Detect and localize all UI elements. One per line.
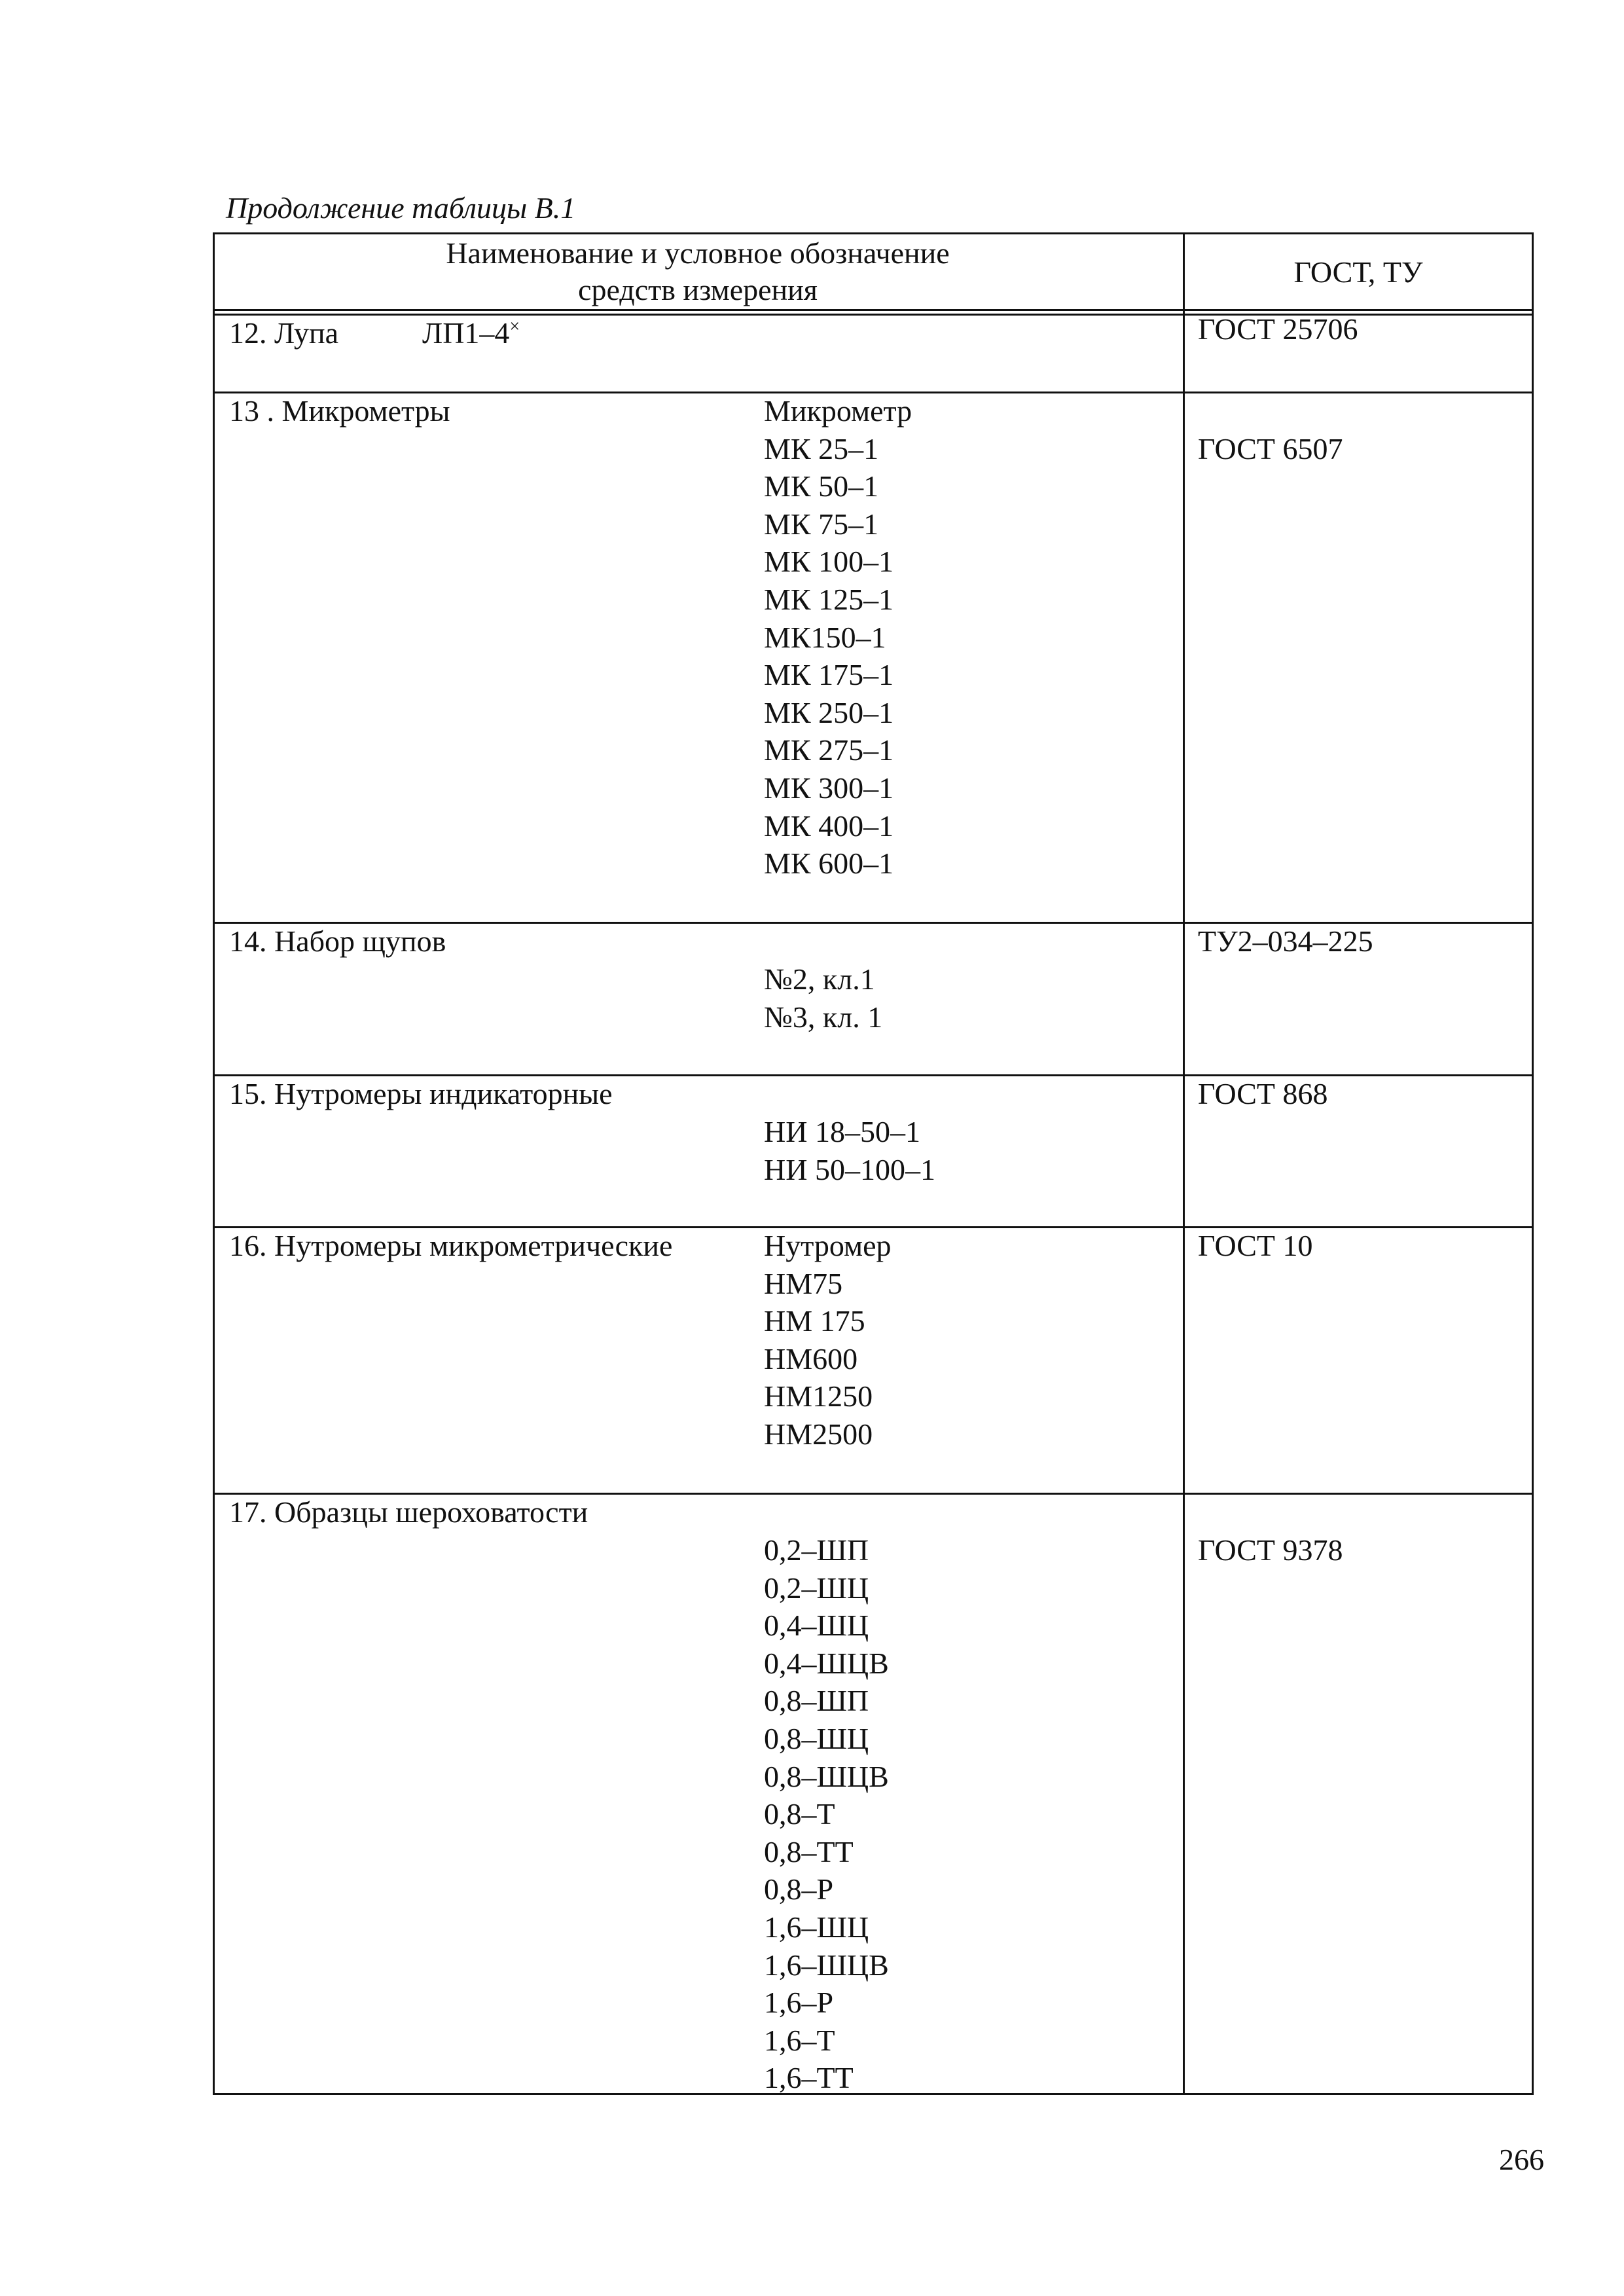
list-item: 1,6–ШЦВ: [764, 1948, 889, 1982]
list-item: №3, кл. 1: [764, 1000, 883, 1034]
list-item: НМ1250: [764, 1379, 873, 1413]
list-item: НИ 18–50–1: [764, 1115, 920, 1148]
row-13-gost: ГОСТ 6507: [1198, 432, 1343, 465]
row-16-items: [764, 1227, 892, 1453]
page-number: 266: [1499, 2143, 1544, 2176]
row-15-gost: ГОСТ 868: [1198, 1077, 1328, 1110]
row-17-name: 17. Образцы шероховатости: [229, 1495, 588, 1529]
list-item: 0,4–ШЦ: [764, 1609, 869, 1643]
list-item: МК 250–1: [764, 695, 894, 729]
list-item: МК 50–1: [764, 469, 879, 503]
list-item: 0,4–ШЦВ: [764, 1646, 889, 1680]
list-item: МК 125–1: [764, 582, 894, 616]
header-name-line1: Наименование и условное обозначение: [446, 236, 950, 270]
row-14-gost: ТУ2–034–225: [1198, 924, 1373, 958]
list-item: МК 275–1: [764, 733, 894, 767]
list-item: Микрометр: [764, 394, 912, 428]
row-16-gost: ГОСТ 10: [1198, 1229, 1313, 1262]
table-border-left: [213, 232, 215, 2095]
column-divider: [1183, 232, 1185, 2095]
header-name-cell: [213, 232, 1183, 311]
list-item: 1,6–ШЦ: [764, 1910, 869, 1944]
superscript-mark: ×: [509, 316, 520, 337]
list-item: МК 75–1: [764, 507, 879, 541]
list-item: МК 175–1: [764, 658, 894, 692]
list-item: Нутромер: [764, 1229, 892, 1262]
list-item: 0,8–Р: [764, 1872, 834, 1906]
list-item: НМ600: [764, 1341, 858, 1376]
list-item: МК 400–1: [764, 809, 894, 843]
list-item: 0,8–ШЦВ: [764, 1759, 889, 1793]
row-15-name: 15. Нутромеры индикаторные: [229, 1077, 613, 1110]
row-13-items: [764, 392, 912, 883]
table-caption: Продолжение таблицы В.1: [226, 191, 576, 225]
list-item: МК 600–1: [764, 847, 894, 881]
list-item: 0,8–ТТ: [764, 1834, 854, 1868]
list-item: №2, кл.1: [764, 962, 875, 996]
list-item: 0,8–Т: [764, 1797, 835, 1831]
list-item: МК150–1: [764, 620, 886, 654]
list-item: 1,6–ТТ: [764, 2061, 854, 2095]
row-16-name: 16. Нутромеры микрометрические: [229, 1229, 673, 1262]
row-17-items: [764, 1531, 889, 2097]
row-15-items: [764, 1113, 935, 1188]
list-item: НМ 175: [764, 1304, 865, 1338]
instruments-table: [213, 232, 1534, 2095]
list-item: 1,6–Т: [764, 2023, 835, 2057]
row-14-items: [764, 960, 882, 1036]
list-item: НМ2500: [764, 1417, 873, 1451]
row-12-gost: ГОСТ 25706: [1198, 312, 1358, 346]
list-item: 0,2–ШП: [764, 1533, 869, 1567]
list-item: 0,8–ШП: [764, 1684, 869, 1718]
table-border-right: [1532, 232, 1534, 2095]
row-12-name: 12. Лупа: [229, 316, 339, 350]
list-item: 1,6–Р: [764, 1986, 834, 2020]
list-item: МК 300–1: [764, 771, 894, 805]
header-gost-cell: ГОСТ, ТУ: [1293, 255, 1423, 289]
list-item: МК 25–1: [764, 431, 879, 465]
list-item: НМ75: [764, 1266, 843, 1300]
list-item: МК 100–1: [764, 545, 894, 579]
header-name-line2: средств измерения: [578, 273, 818, 306]
list-item: 0,8–ШЦ: [764, 1721, 869, 1755]
list-item: 0,2–ШЦ: [764, 1571, 869, 1605]
list-item: НИ 50–100–1: [764, 1152, 935, 1186]
row-12-designation: ЛП1–4×: [422, 316, 520, 350]
row-14-name: 14. Набор щупов: [229, 924, 446, 958]
row-17-gost: ГОСТ 9378: [1198, 1533, 1343, 1567]
row-13-name: 13 . Микрометры: [229, 394, 450, 428]
